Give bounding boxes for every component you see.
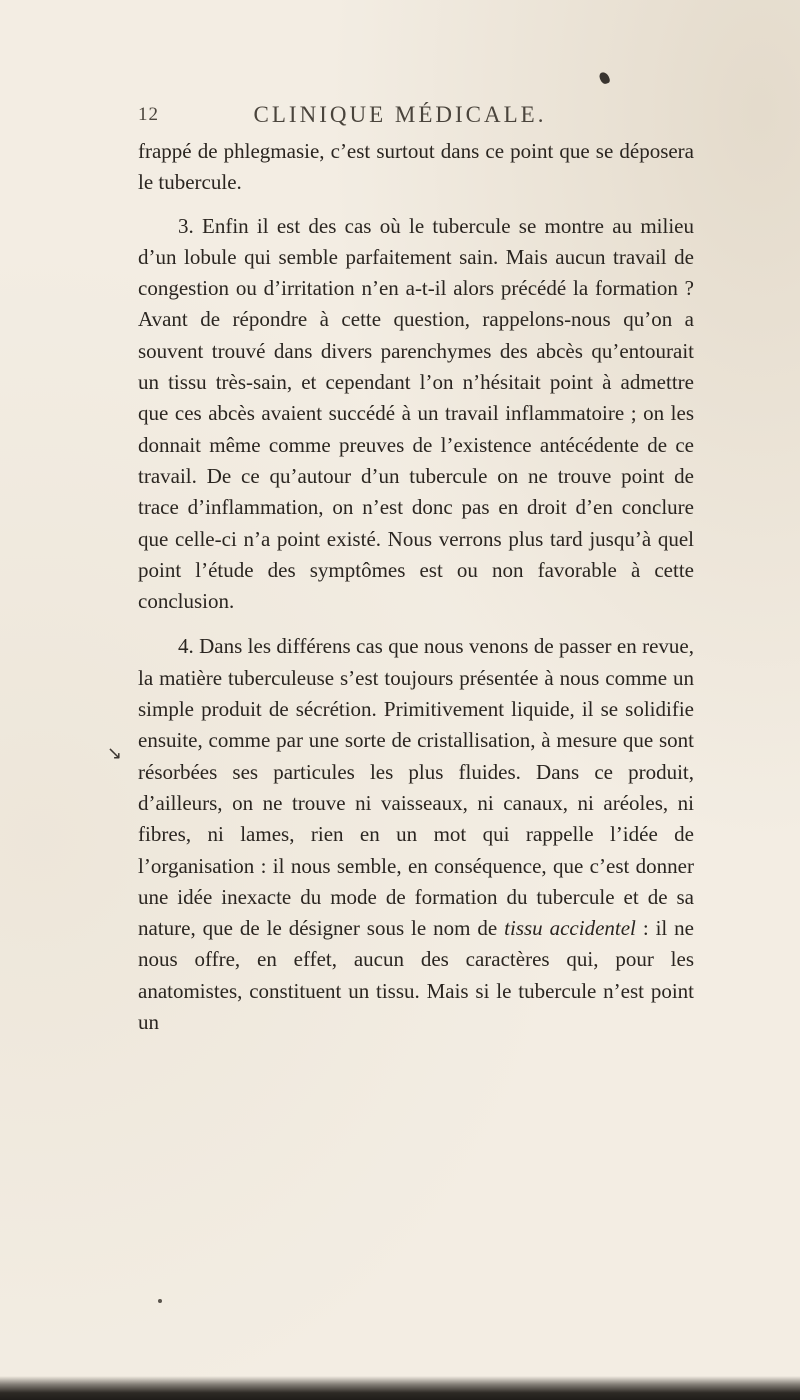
ink-speck	[158, 1299, 162, 1303]
paragraph-3: 3. Enfin il est des cas où le tubercule se montre au milieu d’un lobule qui semble parfaitement sain. Mais aucun travail de congestion ou d’irritation n’en a-t-il alors précédé la formation ? Avant de répondre à cette question, rappelons-nous qu’on a souvent trouvé dans divers parenchymes des abcès qu’entourait un tissu très-sain, et cependant l’on n’hésitait point à admettre que ces abcès avaient succédé à un travail inflammatoire ; on les donnait même comme preuves de l’existence antécédente de ce travail. De ce qu’autour d’un tubercule on ne trouve point de trace d’inflammation, on n’est donc pas en droit d’en conclure que celle-ci n’a point existé. Nous verrons plus tard jusqu’à quel point l’étude des symptômes est ou non favorable à cette conclusion.	[138, 213, 694, 614]
italic-term: tissu accidentel	[504, 916, 636, 941]
paragraph-continuation: frappé de phlegmasie, c’est surtout dans ce point que se déposera le tubercule.	[138, 139, 694, 195]
paragraph-4-text-end: : il ne nous offre, en effet, aucun des caractères qui, pour les anatomistes, constituent un tissu. Mais si le tubercule n’est point un	[138, 916, 694, 1035]
paragraph-4	[138, 631, 694, 1038]
page-header	[0, 104, 800, 134]
margin-check-mark: ↘	[107, 743, 123, 764]
page-bottom-edge	[0, 1376, 800, 1400]
body-text	[138, 136, 694, 1038]
running-title: CLINIQUE MÉDICALE.	[253, 102, 547, 127]
paragraph-4-text: 4. Dans les différens cas que nous venons de passer en revue, la matière tuberculeuse s’est toujours présentée à nous comme un simple produit de sécrétion. Primitivement liquide, il se solidifie ensuite, comme par une sorte de cristallisation, à mesure que sont résorbées ses particules les plus fluides. Dans ce produit, d’ailleurs, on ne trouve ni vaisseaux, ni canaux, ni aréoles, ni fibres, ni lames, rien en un mot qui rappelle l’idée de l’organisation : il nous semble, en conséquence, que c’est donner une idée inexacte du mode de formation du tubercule et de sa nature, que de le désigner sous le nom de	[138, 634, 694, 941]
page-number: 12	[138, 104, 159, 125]
ink-blot	[598, 71, 611, 85]
